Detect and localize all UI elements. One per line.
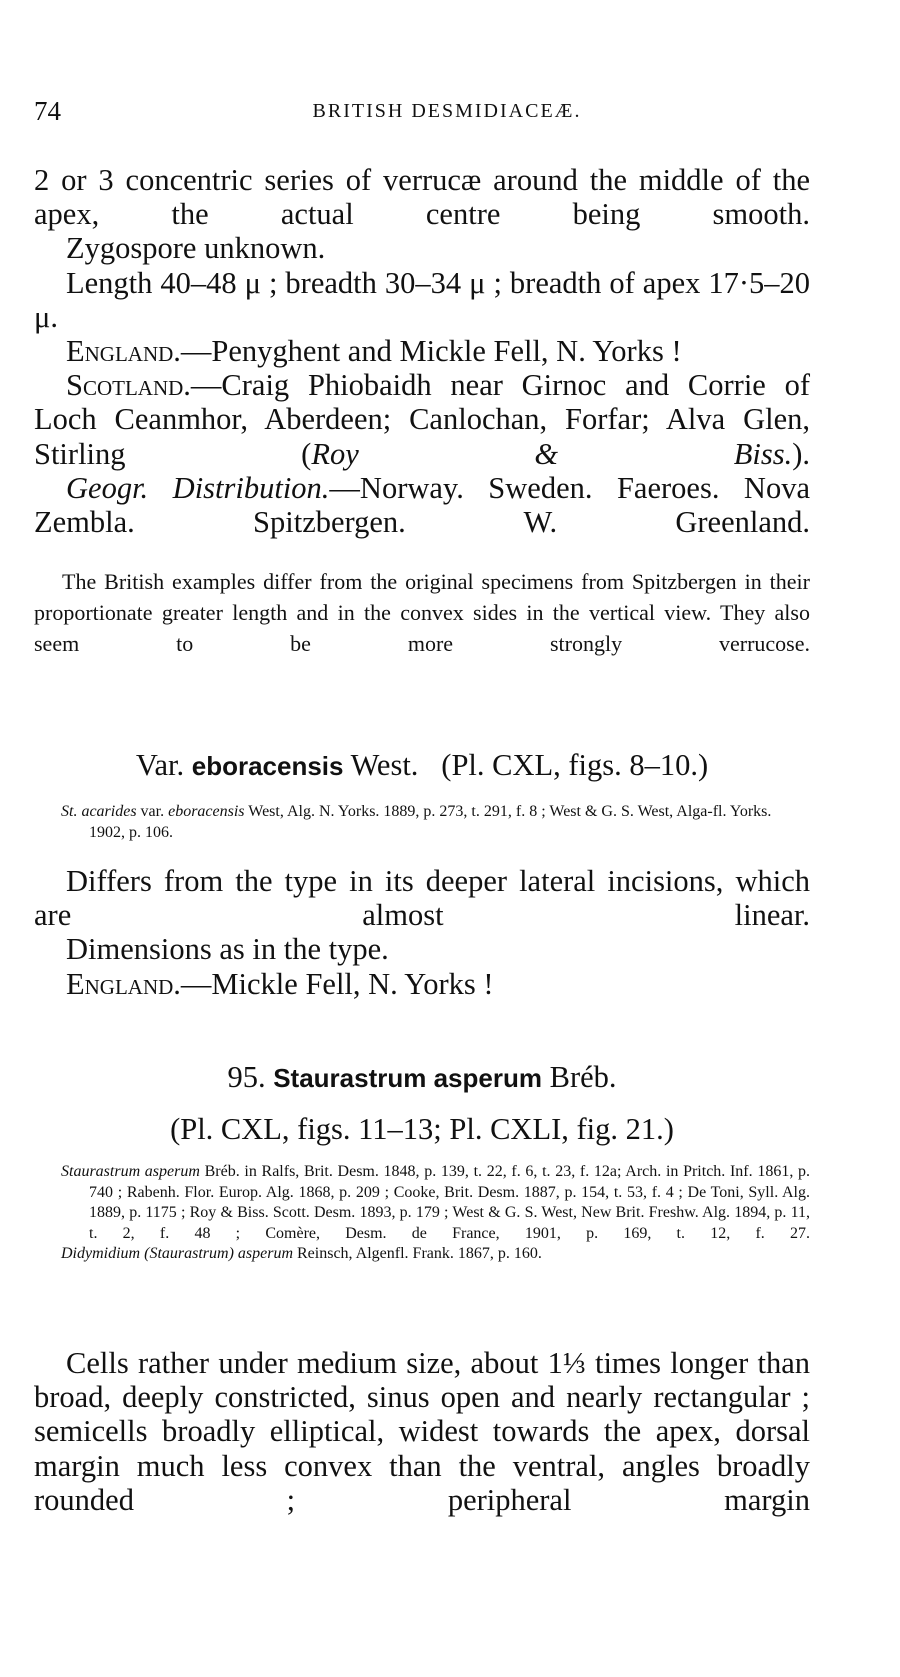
species-heading [34,1060,810,1095]
syn2-text: Reinsch, Algenfl. Frank. 1867, p. 160. [297,1245,542,1262]
variety-prefix: Var. [135,748,185,782]
british-note: The British examples differ from the original specimens from Spitzbergen in their proportionate greater length and in the convex sides in the vertical view. They also seem to be more strongly verrucose. [34,569,810,656]
species-author: Bréb. [549,1060,617,1094]
syn2-name: Didymidium [61,1245,141,1262]
running-title: BRITISH DESMIDIACEÆ. [312,100,582,122]
synonym-2 [34,1244,810,1265]
species-plates: (Pl. CXL, figs. 11–13; Pl. CXLI, fig. 21.) [170,1112,674,1146]
variety-heading [34,748,810,783]
syn1-text: Bréb. in Ralfs, Brit. Desm. 1848, p. 139, t. 22, f. 6, t. 23, f. 12a; Arch. in Pritch. Inf. 1861, p. 740 ; Rabenh. Flor. Europ. Alg. 1868, p. 209 ; Cooke, Brit. Desm. 1887, p. 154, t. 53, f. 4 ; De Toni, Syll. Alg. 1889, p. 1175 ; Roy & Biss. Scott. Desm. 1893, p. 179 ; West & G. S. West, New Brit. Freshw. Alg. 1894, p. 11, t. 2, f. 48 ; Comère, Desm. de France, 1901, p. 169, t. 12, f. 27. [89,1163,811,1242]
variety-description [34,864,810,1001]
england-label: England. [66,334,181,369]
syn2-paren: (Staurastrum) [144,1245,234,1262]
species-name: Staurastrum asperum [273,1063,542,1093]
page-number: 74 [34,96,61,126]
england-text: —Penyghent and Mickle Fell, N. Yorks ! [180,334,682,369]
geogr-text: —Norway. Sweden. Faeroes. Nova Zembla. Spitzbergen. W. Greenland. [34,470,810,540]
variety-dims: Dimensions as in the type. [66,932,389,967]
variety-references [34,802,810,843]
species-desc: Cells rather under medium size, about 1⅓ times longer than broad, deeply constricted, sinus open and nearly rectangular ; semicells broadly elliptical, widest towards the apex, dorsal margin much less convex than the ventral, angles broadly rounded ; peripheral margin [34,1346,810,1517]
scotland-text: —Craig Phiobaidh near Girnoc and Corrie of Loch Ceanmhor, Aberdeen; Canlochan, Forfar; Alva Glen, Stirling ( [34,368,810,471]
ref-var: var. [140,803,165,820]
scotland-end: ). [792,436,810,471]
scotland-distribution [34,368,810,471]
variety-plate: (Pl. CXL, figs. 8–10.) [441,748,709,782]
intro-section [34,163,810,539]
ref-text-2: West & G. S. West, Alga-fl. Yorks. 1902, p. 106. [89,803,772,841]
variety-england-label: England. [66,966,181,1001]
ref-varname: eboracensis [168,803,245,820]
synonymy [34,1162,810,1265]
scotland-authority: Roy & Biss. [311,436,793,471]
variety-desc: Differs from the type in its deeper lateral incisions, which are almost linear. [34,864,810,933]
variety-reference [34,802,810,843]
ref-text: West, Alg. N. Yorks. 1889, p. 273, t. 291, f. 8 ; [248,803,546,820]
syn1-name: Staurastrum asperum [61,1163,200,1180]
geogr-label: Geogr. Distribution. [66,470,330,505]
england-distribution [34,334,810,368]
dimensions-line: Length 40–48 μ ; breadth 30–34 μ ; breadth of apex 17·5–20 μ. [34,265,810,334]
scotland-label: Scotland. [66,368,191,403]
zygospore-line: Zygospore unknown. [66,231,326,266]
geographic-distribution [34,471,810,539]
intro-paragraph: 2 or 3 concentric series of verrucæ around the middle of the apex, the actual centre being smooth. [34,163,810,232]
species-number: 95. [227,1060,266,1094]
running-header [34,96,860,130]
ref-name: St. acarides [61,803,137,820]
syn2-name2: asperum [237,1245,293,1262]
variety-author: West. [350,748,419,782]
synonym-1 [34,1162,810,1244]
variety-england [34,967,810,1001]
variety-england-text: —Mickle Fell, N. Yorks ! [180,966,494,1001]
variety-name: eboracensis [191,751,344,781]
species-description [34,1346,810,1517]
